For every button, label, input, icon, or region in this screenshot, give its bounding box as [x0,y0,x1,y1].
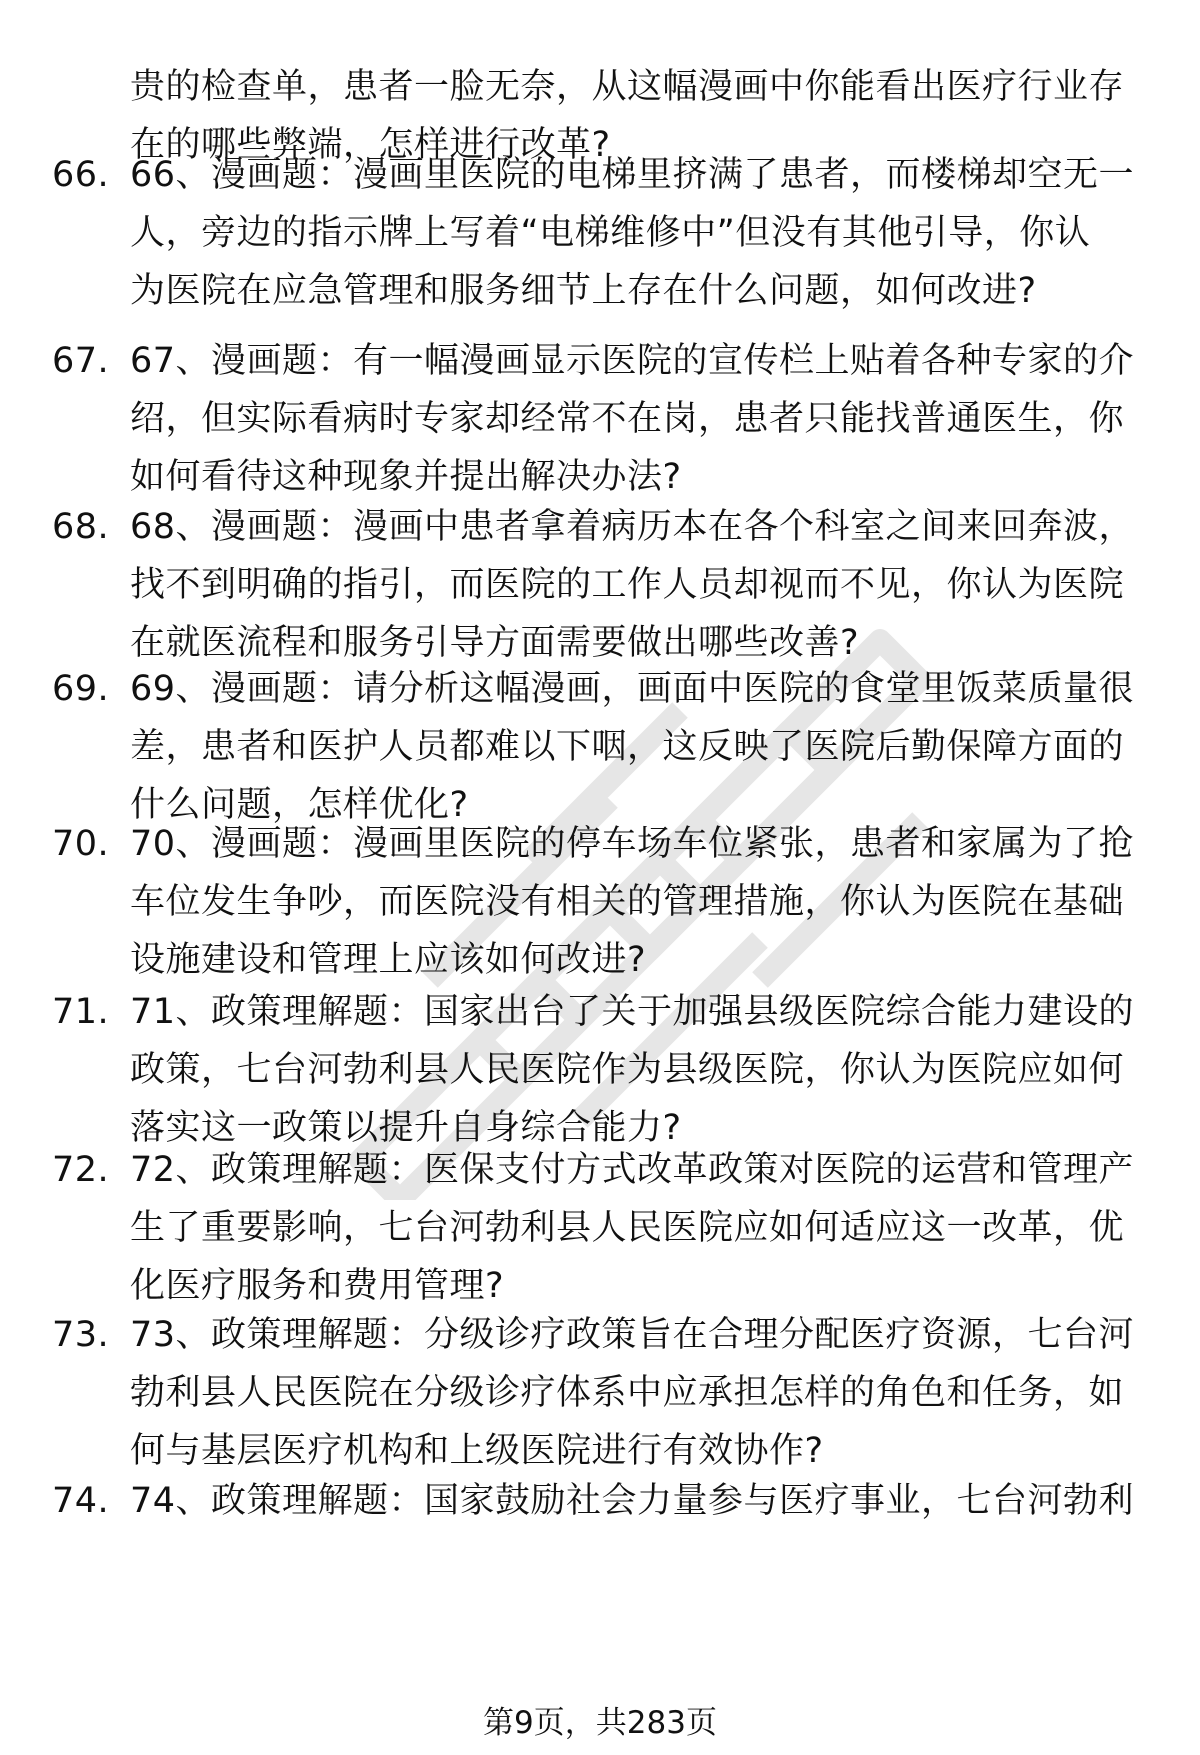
item-number: 68. [52,507,110,547]
item-text: 74、政策理解题：国家鼓励社会力量参与医疗事业，七台河勃利 [130,1481,1135,1521]
item-number: 70. [52,824,110,864]
item-text: 67、漫画题：有一幅漫画显示医院的宣传栏上贴着各种专家的介 绍，但实际看病时专家却经常不在岗，患者只能找普通医生，你 如何看待这种现象并提出解决办法? [130,341,1135,497]
item-text: 72、政策理解题：医保支付方式改革政策对医院的运营和管理产 生了重要影响，七台河勃利县人民医院应如何适应这一改革，优 化医疗服务和费用管理? [130,1150,1135,1306]
item-text: 70、漫画题：漫画里医院的停车场车位紧张，患者和家属为了抢 车位发生争吵，而医院没有相关的管理措施，你认为医院在基础 设施建设和管理上应该如何改进? [130,824,1135,980]
item-text: 73、政策理解题：分级诊疗政策旨在合理分配医疗资源，七台河 勃利县人民医院在分级诊疗体系中应承担怎样的角色和任务，如 何与基层医疗机构和上级医院进行有效协作? [130,1315,1135,1471]
continued-paragraph: 贵的检查单，患者一脸无奈，从这幅漫画中你能看出医疗行业存 在的哪些弊端，怎样进行改革? [130,67,1125,165]
item-text: 66、漫画题：漫画里医院的电梯里挤满了患者，而楼梯却空无一 人，旁边的指示牌上写着“电梯维修中”但没有其他引导，你认 为医院在应急管理和服务细节上存在什么问题，如何改进? [130,155,1135,311]
page-footer: 第9页，共283页 [483,1705,717,1741]
item-number: 72. [52,1150,110,1190]
item-number: 71. [52,992,110,1032]
item-text: 71、政策理解题：国家出台了关于加强县级医院综合能力建设的 政策，七台河勃利县人民医院作为县级医院，你认为医院应如何 落实这一政策以提升自身综合能力? [130,992,1135,1148]
item-number: 67. [52,341,110,381]
item-number: 73. [52,1315,110,1355]
item-number: 69. [52,669,110,709]
item-number: 66. [52,155,110,195]
item-number: 74. [52,1481,110,1521]
item-text: 68、漫画题：漫画中患者拿着病历本在各个科室之间来回奔波， 找不到明确的指引，而医院的工作人员却视而不见，你认为医院 在就医流程和服务引导方面需要做出哪些改善? [130,507,1135,663]
item-text: 69、漫画题：请分析这幅漫画，画面中医院的食堂里饭菜质量很 差，患者和医护人员都难以下咽，这反映了医院后勤保障方面的 什么问题，怎样优化? [130,669,1135,825]
